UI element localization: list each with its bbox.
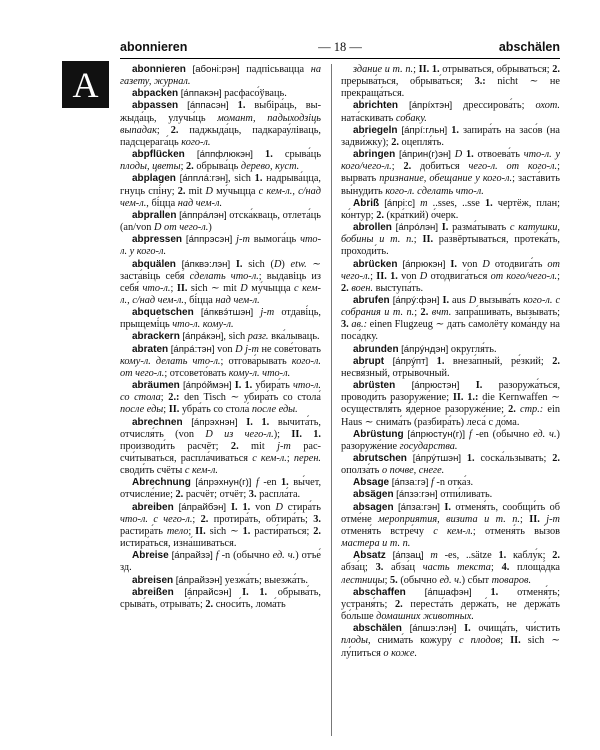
- transcription: [а́прайзэ]: [171, 550, 213, 562]
- definition: уезжа́ть; выезжа́ть.: [222, 574, 308, 586]
- dictionary-entry: [341, 502, 560, 551]
- headword: abquälen: [132, 258, 176, 270]
- definition: 1. выбіра́ць, выжыда́ць, улучы́ць момант, падыходзіць выпадак; 2. паджыда́ць, падкарау́ліваць, падсцерага́ць кого-л.: [120, 100, 321, 148]
- transcription: [а́пшэ:лэн]: [409, 623, 457, 635]
- column-divider: [331, 64, 332, 736]
- headword: abpacken: [132, 88, 179, 100]
- transcription: [а́пза:гэн]: [398, 501, 440, 513]
- definition: I. 1. вычита́ть, отчисля́ть (von D из чего-л.); II. 1. производи́ть расчёт; 2. mit j-m рассчи́тываться, распла́чиваться с кем-л.; перен. своди́ть счёты с кем-л.: [120, 416, 321, 477]
- transcription: [абоні:рэн]: [192, 64, 240, 75]
- dictionary-entry: [341, 453, 560, 477]
- transcription: [а́прі:с]: [384, 197, 416, 209]
- header-rule: [120, 58, 560, 59]
- dictionary-entry: [341, 344, 560, 356]
- dictionary-entry: [120, 502, 321, 551]
- headword: abrufen: [353, 294, 390, 306]
- definition: von D j-m не сове́товать кому-л. делать что-л.; отгова́рывать кого-л. от чего-л.; отсовето́вать кому-л. что-л.: [120, 343, 321, 379]
- headword: abrackern: [132, 331, 180, 343]
- page-number: — 18 —: [318, 40, 362, 54]
- running-header: [120, 40, 560, 56]
- transcription: [а́прýпт]: [392, 355, 429, 367]
- headword: absägen: [353, 489, 394, 501]
- dictionary-entry: [120, 380, 321, 416]
- dictionary-entry: [120, 587, 321, 611]
- transcription: [а́прíхтэн]: [409, 100, 453, 112]
- headword: abrutschen: [353, 453, 407, 464]
- dictionary-entry: [120, 100, 321, 149]
- definition: f -en (обычно ед. ч.) разоруже́ние государства.: [341, 428, 560, 452]
- definition: отска́кваць, отлета́ць (an/von D от чего-л.): [120, 209, 321, 234]
- definition: I. von D отодвига́ть от чего-л.; II. 1. von D отодвига́ться от кого/чего-л.; 2. воен. выступа́ть.: [341, 258, 560, 294]
- dictionary-entry: [341, 100, 560, 124]
- headword: abrücken: [353, 258, 398, 270]
- dictionary-entry: [341, 356, 560, 380]
- dictionary-entry: [341, 429, 560, 453]
- transcription: [а́прý:фэн]: [392, 294, 440, 306]
- headword: abrüsten: [353, 380, 396, 392]
- transcription: [а́прэхнун(г)]: [195, 477, 252, 489]
- dictionary-entry: [341, 477, 560, 489]
- definition: , sich 1. надрыва́цца, гнуць спі́ну; 2. mit D му́чыцца с кем-л., с/над чем-л., бі́цца над чем-л.: [120, 173, 321, 209]
- headword: abringen: [353, 149, 396, 161]
- definition: D 1. отвоева́ть что-л. у кого/чего-л.; 2. добиться чего-л. от кого-л.; вырвать признание, обещание у кого-л.; заста́вить вы́нудить кого-л. сделать что-л.: [341, 149, 560, 197]
- dictionary-entry: [341, 587, 560, 623]
- headword: abpressen: [132, 234, 183, 246]
- headword: abrunden: [353, 343, 399, 355]
- header-last-word: abschälen: [498, 40, 560, 54]
- definition: округля́ть.: [448, 343, 497, 355]
- dictionary-entry: [341, 489, 560, 501]
- definition: 1. срыва́ць плоды, цветы; 2. обрыва́ць дерево, куст.: [120, 149, 321, 173]
- transcription: [а́прюстэн]: [411, 380, 460, 392]
- definition: отпи́ливать.: [437, 489, 493, 501]
- transcription: [а́прýтшэн]: [412, 453, 462, 464]
- definition: расфасо́ўваць.: [221, 88, 287, 100]
- dictionary-entry: [341, 198, 560, 222]
- transcription: [а́прэхнэн]: [191, 416, 238, 428]
- dictionary-entry: [120, 417, 321, 478]
- dictionary-entry: [120, 331, 321, 343]
- definition: I. aus D вызыва́ть кого-л. с собрания и т. п.; 2. вчт. запра́шивать, вызывать; 3. ав.: einen Flugzeug ∼ дать самолёту кома́нду на поса́дку.: [341, 294, 560, 343]
- dictionary-entry: [341, 149, 560, 198]
- dictionary-entry: [341, 125, 560, 149]
- transcription: [а́пплá:гэн]: [179, 173, 229, 185]
- transcription: [а́ппасэн]: [187, 100, 229, 112]
- definition: I. разма́тывать с катушки, бобины и т. п.; II. развёртываться, протека́ть, проходи́ть.: [341, 222, 560, 258]
- definition: падпі́сьвацца на газету, журнал.: [120, 64, 321, 88]
- dictionary-entry: [120, 149, 321, 173]
- headword: absagen: [353, 501, 394, 513]
- headword: Absatz: [353, 550, 386, 562]
- transcription: [а́прóлэн]: [395, 222, 438, 234]
- transcription: [а́ппрáлэн]: [179, 209, 227, 221]
- transcription: [а́прóймэн]: [182, 380, 232, 392]
- dictionary-column-right: [341, 64, 560, 740]
- transcription: [а́прюстун(г)]: [407, 428, 466, 440]
- headword: abplagen: [132, 173, 176, 185]
- headword: abrechnen: [132, 416, 183, 428]
- definition: f -en 1. вы́чет, отчисле́ние; 2. расчёт; отчёт; 3. распла́та.: [120, 477, 321, 501]
- dictionary-entry: [120, 307, 321, 331]
- definition: j-m отдаві́ць, прыщемі́ць что-л. кому-л.: [120, 307, 321, 331]
- dictionary-entry: [120, 210, 321, 234]
- definition: I. 1. обрыва́ть, срыва́ть, отрыва́ть; 2. сноси́ть, лома́ть: [120, 586, 321, 610]
- transcription: [а́прá:тэн]: [170, 343, 215, 355]
- definition: m -es, ..sätze 1. каблу́к; 2. абза́ц; 3. абза́ц часть текста; 4. площа́дка лестницы; 5. (обычно ед. ч.) сбыт товаров.: [341, 550, 560, 586]
- headword: abonnieren: [132, 64, 186, 75]
- definition: I. 1. убира́ть что-л. со стола; 2.: den Tisch ∼ убира́ть со стола́ после еды; II. убра́ть со стола́ после еды.: [120, 380, 321, 416]
- headword: abrichten: [353, 100, 399, 112]
- headword: abschaffen: [353, 586, 406, 598]
- transcription: [а́прайсэн]: [184, 586, 232, 598]
- dictionary-entry: [341, 623, 560, 659]
- headword: abrollen: [353, 222, 392, 234]
- dictionary-entry: [341, 222, 560, 258]
- definition: 1. отменя́ть; устраня́ть; 2. переста́ть держа́ть, не держа́ть бо́льше домашних животных.: [341, 586, 560, 623]
- transcription: [а́пквэ́тшэн]: [200, 307, 254, 319]
- definition: 1. соска́льзывать; 2. ополза́ть о почве, снеге.: [341, 453, 560, 477]
- headword: abschälen: [353, 623, 402, 635]
- dictionary-entry: [120, 344, 321, 380]
- transcription: [а́пзэ:гэн]: [396, 489, 438, 501]
- transcription: [а́ппакэн]: [180, 88, 222, 100]
- transcription: [а́прýндэн]: [401, 343, 449, 355]
- definition: 1. запира́ть на засо́в (на задви́жку); 2. оцепля́ть.: [341, 124, 560, 148]
- headword: abpassen: [132, 100, 179, 112]
- dictionary-entry: [341, 295, 560, 344]
- transcription: [а́пшафэн]: [424, 586, 472, 598]
- transcription: [а́ппфлюкэн]: [196, 149, 253, 161]
- definition: j-m вымога́ць что-л. у кого-л.: [120, 234, 321, 258]
- dictionary-entry: [341, 259, 560, 295]
- transcription: [а́прюкэн]: [402, 258, 446, 270]
- dictionary-entry: [341, 380, 560, 429]
- headword: abraten: [132, 343, 169, 355]
- dictionary-entry: [341, 550, 560, 586]
- transcription: [а́прí:гльн]: [401, 124, 448, 136]
- dictionary-entry: [120, 477, 321, 501]
- dictionary-entry: [341, 64, 560, 100]
- definition: 1. внеза́пный, ре́зкий; 2. несвя́зный, отры́вочный.: [341, 355, 560, 379]
- definition: здание и т. п.; II. 1. отрыва́ться, обрыва́ться; 2. прерыва́ться, обрыва́ться; 3.: nicht ∼ не прекраща́ться.: [341, 64, 560, 100]
- headword: abreisen: [132, 574, 174, 586]
- definition: , sich разг. вка́лываць.: [223, 331, 320, 343]
- headword: abräumen: [132, 380, 180, 392]
- definition: I. 1. von D стира́ть что-л. с чего-л.; 2. протира́ть, обтира́ть; 3. растира́ть тело; II. sich ∼ 1. расти́раться; 2. истира́ться, изна́шиваться.: [120, 501, 321, 550]
- definition: f -n (обычно ед. ч.) отъе́ зд.: [120, 550, 321, 574]
- headword: abreiben: [132, 501, 174, 513]
- transcription: [а́пра́кэн]: [182, 331, 224, 343]
- definition: f -n отка́з.: [430, 477, 474, 489]
- transcription: [а́пзац]: [392, 550, 424, 562]
- headword: abreißen: [132, 586, 174, 598]
- transcription: [а́прайзэн]: [175, 574, 223, 586]
- dictionary-entry: [120, 173, 321, 209]
- dictionary-entry: [120, 234, 321, 258]
- transcription: [а́пза:гэ]: [391, 477, 429, 489]
- dictionary-entry: [120, 575, 321, 587]
- section-letter-tab: A: [62, 61, 109, 108]
- headword: abrupt: [353, 355, 385, 367]
- transcription: [а́ппрэсэн]: [185, 234, 233, 246]
- headword: Abreise: [132, 550, 169, 562]
- dictionary-entry: [120, 550, 321, 574]
- transcription: [а́пквэ:лэн]: [181, 258, 231, 270]
- headword: Abrüstung: [353, 428, 404, 440]
- definition: I. разоружа́ться, проводи́ть разоруже́ние; II. 1.: die Kernwaffen ∼ осуществля́ть я́дерное разоруже́ние; 2. стр.: ein Haus ∼ снима́ть (разбира́ть) леса́ с до́ма.: [341, 380, 560, 428]
- headword: Abrechnung: [132, 477, 191, 489]
- definition: I. sich (D) etw. ∼ заста́віць себя́ сделать что-л.; выдавіць из себя́ что-л.; II. sich ∼ mit D му́чыцца с кем-л., с/над чем-л., бі́цца над чем-л.: [120, 258, 321, 306]
- definition: I. отменя́ть, сообщи́ть об отме́не мероприятия, визита и т. п.; II. j-m отменя́ть встре́чу с кем-л.; отменя́ть вы́зов мастера и т. п.: [341, 501, 560, 550]
- headword: Abriß: [353, 197, 380, 209]
- transcription: [а́прайбэн]: [178, 501, 227, 513]
- headword: abquetschen: [132, 307, 194, 319]
- headword: abprallen: [132, 209, 177, 221]
- header-first-word: abonnieren: [120, 40, 188, 54]
- headword: abpflücken: [132, 149, 185, 161]
- dictionary-column-left: [120, 64, 321, 740]
- definition: I. очища́ть, чи́стить плоды, снима́ть кожуру́ с плодов; II. sich ∼ лу́питься о коже.: [341, 623, 560, 659]
- headword: Absage: [353, 477, 390, 489]
- dictionary-entry: [120, 259, 321, 308]
- dictionary-entry: [120, 88, 321, 100]
- headword: abriegeln: [353, 124, 398, 136]
- definition: m ..sses, ..sse 1. чертёж, план; ко́нтур; 2. (кра́ткий) о́черк.: [341, 197, 560, 221]
- dictionary-entry: [120, 64, 321, 88]
- definition: дрессирова́ть; охот. ната́скивать собаку.: [341, 100, 560, 124]
- transcription: [а́прин(г)эн]: [399, 149, 451, 161]
